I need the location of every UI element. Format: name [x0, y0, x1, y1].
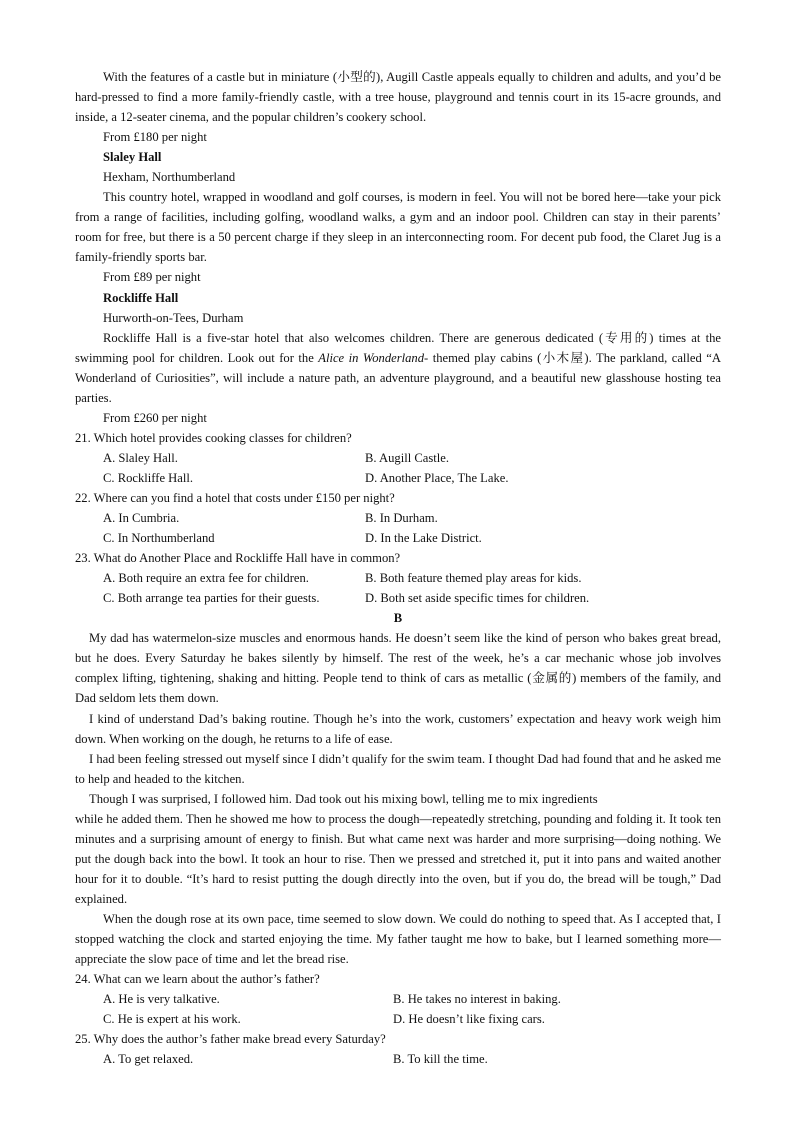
options-25-row1: [75, 1049, 721, 1069]
options-22-row2: [75, 528, 721, 548]
section-b-heading: B: [393, 611, 403, 626]
exam-page: [75, 67, 721, 1069]
augill-paragraph: With the features of a castle but in miniature (小型的), Augill Castle appeals equally to children and adults, and you’d be hard-pressed to find a more family-friendly castle, with a tree house, playground and tennis court in its 15-acre grounds, and inside, a 12-seater cinema, and the popular children’s cookery school.: [75, 70, 721, 125]
option-21-c: C. Rockliffe Hall.: [103, 470, 194, 485]
option-25-a: A. To get relaxed.: [103, 1052, 194, 1067]
question-25: 25. Why does the author’s father make bread every Saturday?: [75, 1032, 386, 1047]
question-23: 23. What do Another Place and Rockliffe Hall have in common?: [75, 551, 401, 566]
options-23-row1: [75, 568, 721, 588]
rockliffe-paragraph: Rockliffe Hall is a five-star hotel that also welcomes children. There are generous dedicated (专用的) times at the swimming pool for children. Look out for the Alice in Wonderland- themed play cabins (小木屋). The parkland, called “A Wonderland of Curiosities”, will include a nature path, an adventure playground, and a beautiful new glasshouse hosting tea parties.: [75, 330, 721, 405]
options-21-row2: [75, 468, 721, 488]
option-24-c: C. He is expert at his work.: [103, 1012, 241, 1027]
augill-price: From £180 per night: [103, 130, 207, 145]
options-24-row2: [75, 1009, 721, 1029]
option-21-b: B. Augill Castle.: [365, 450, 449, 465]
question-22: 22. Where can you find a hotel that costs under £150 per night?: [75, 490, 395, 505]
option-24-d: D. He doesn’t like fixing cars.: [393, 1012, 545, 1027]
slaley-location: Hexham, Northumberland: [103, 170, 236, 185]
option-25-b: B. To kill the time.: [393, 1052, 488, 1067]
option-21-a: A. Slaley Hall.: [103, 450, 178, 465]
option-24-a: A. He is very talkative.: [103, 992, 220, 1007]
question-24: 24. What can we learn about the author’s father?: [75, 972, 320, 987]
option-23-c: C. Both arrange tea parties for their guests.: [103, 591, 320, 606]
options-23-row2: [75, 588, 721, 608]
option-23-a: A. Both require an extra fee for children.: [103, 571, 309, 586]
story-paragraph-1: My dad has watermelon-size muscles and enormous hands. He doesn’t seem like the kind of person who bakes great bread, but he does. Every Saturday he bakes silently by himself. The rest of the week, he’s a car mechanic whose job involves complex lifting, tightening, shaking and hitting. People tend to think of cars as metallic (金属的) members of the family, and Dad seldom lets them down.: [75, 631, 721, 706]
story-paragraph-2: I kind of understand Dad’s baking routine. Though he’s into the work, customers’ expectation and heavy work weigh him down. When working on the dough, he returns to a life of ease.: [75, 711, 721, 746]
slaley-paragraph: This country hotel, wrapped in woodland and golf courses, is modern in feel. You will not be bored here—take your pick from a range of facilities, including golfing, woodland walks, a gym and an indoor pool. Children can stay in their parents’ room for free, but there is a 50 percent charge if they sleep in an interconnecting room. For decent pub food, the Claret Jug is a family-friendly sports bar.: [75, 190, 721, 265]
option-22-d: D. In the Lake District.: [365, 531, 482, 546]
story-paragraph-3: I had been feeling stressed out myself since I didn’t qualify for the swim team. I thought Dad had found that and he asked me to help and headed to the kitchen.: [75, 751, 721, 786]
alice-title: Alice in Wonderland: [318, 350, 425, 365]
rockliffe-hotel-name: Rockliffe Hall: [103, 290, 179, 305]
option-21-d: D. Another Place, The Lake.: [365, 470, 509, 485]
story-paragraph-4-first-line: Though I was surprised, I followed him. Dad took out his mixing bowl, telling me to mix ingredients: [89, 791, 598, 806]
question-21: 21. Which hotel provides cooking classes for children?: [75, 430, 352, 445]
rockliffe-location: Hurworth-on-Tees, Durham: [103, 310, 244, 325]
story-paragraph-4-rest: while he added them. Then he showed me how to process the dough—repeatedly stretching, pounding and folding it. It took ten minutes and a surprising amount of energy to finish. But what came next was harder and more surprising—doing nothing. We put the dough back into the bowl. It took an hour to rise. Then we pressed and stretched it, put it into pans and waited another hour for it to double. “It’s hard to resist putting the dough directly into the oven, but if you do, the bread will be tough,” Dad explained.: [75, 811, 721, 906]
options-22-row1: [75, 508, 721, 528]
option-24-b: B. He takes no interest in baking.: [393, 992, 561, 1007]
option-23-b: B. Both feature themed play areas for kids.: [365, 571, 582, 586]
rockliffe-price: From £260 per night: [103, 410, 207, 425]
option-23-d: D. Both set aside specific times for children.: [365, 591, 590, 606]
options-24-row1: [75, 989, 721, 1009]
option-22-a: A. In Cumbria.: [103, 511, 180, 526]
story-paragraph-5: When the dough rose at its own pace, time seemed to slow down. We could do nothing to speed that. As I accepted that, I stopped watching the clock and started enjoying the time. My father taught me how to bake, but I learned something more—appreciate the slow pace of time and let the bread rise.: [75, 911, 721, 967]
option-22-c: C. In Northumberland: [103, 531, 215, 546]
option-22-b: B. In Durham.: [365, 511, 438, 526]
slaley-hotel-name: Slaley Hall: [103, 150, 162, 165]
options-21-row1: [75, 448, 721, 468]
slaley-price: From £89 per night: [103, 270, 201, 285]
